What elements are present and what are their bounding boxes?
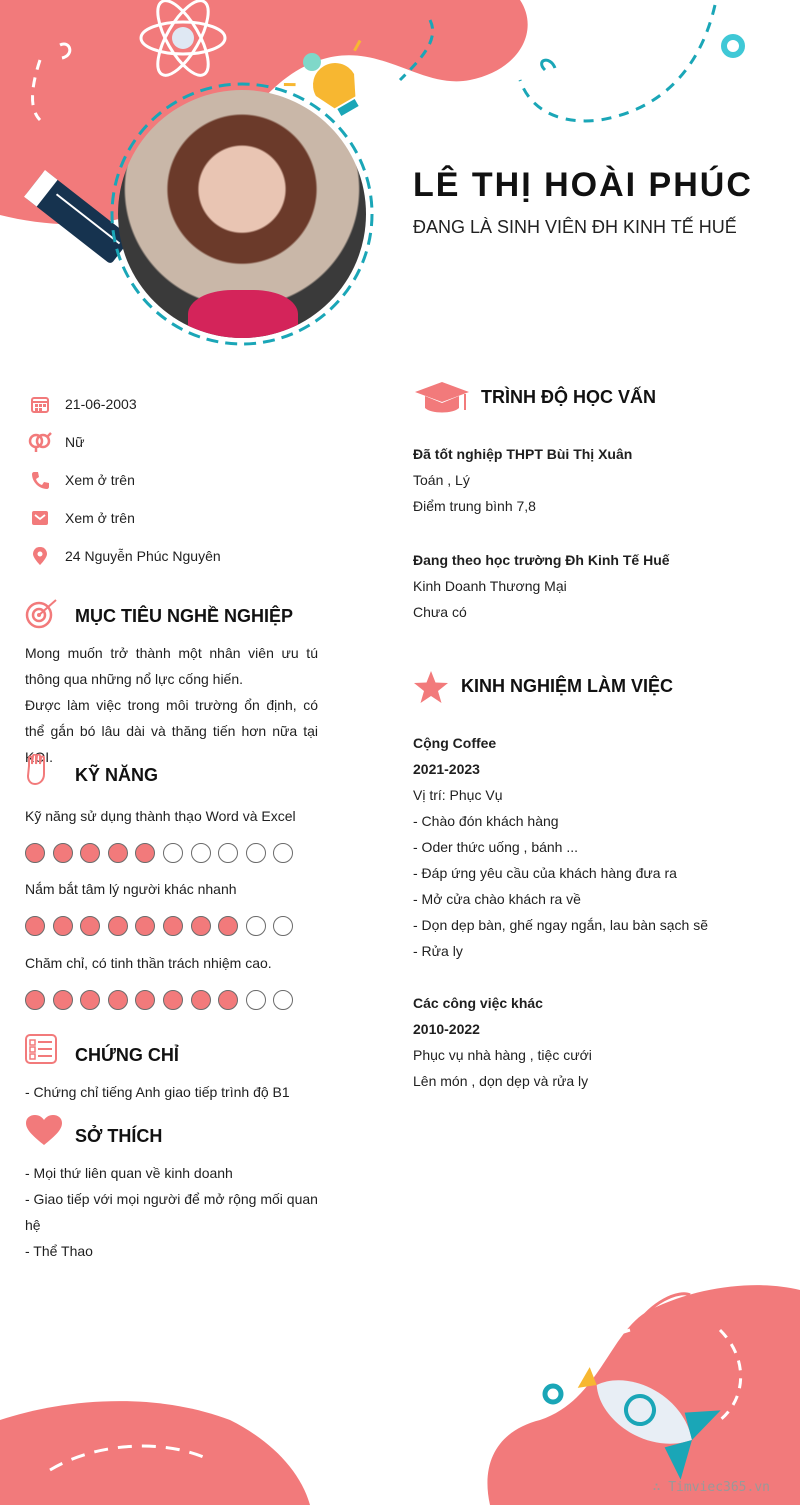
rating-dot-filled xyxy=(135,916,155,936)
hobbies-title: SỞ THÍCH xyxy=(75,1126,163,1146)
email-icon xyxy=(28,506,52,530)
experience-detail: - Chào đón khách hàng xyxy=(413,813,559,829)
rating-dot-filled xyxy=(191,916,211,936)
certificates-title: CHỨNG CHỈ xyxy=(75,1045,179,1065)
rating-dot-filled xyxy=(108,990,128,1010)
contact-value: 21-06-2003 xyxy=(65,396,137,412)
skill-label: Kỹ năng sử dụng thành thạo Word và Excel xyxy=(25,808,296,824)
education-entry xyxy=(413,547,773,625)
gender-icon xyxy=(28,430,52,454)
rating-dot-empty xyxy=(246,843,266,863)
hobby-item: - Giao tiếp với mọi người để mở rộng mối quan hệ xyxy=(25,1191,318,1233)
experience-detail: - Đáp ứng yêu cầu của khách hàng đưa ra xyxy=(413,865,677,881)
rating-dot-filled xyxy=(218,990,238,1010)
contact-value: Xem ở trên xyxy=(65,510,135,526)
rating-dot-filled xyxy=(53,916,73,936)
contact-gender xyxy=(28,423,328,461)
skill-rating xyxy=(25,843,293,863)
rating-dot-filled xyxy=(53,990,73,1010)
objective-text xyxy=(25,640,318,770)
objective-line: Mong muốn trở thành một nhân viên ưu tú thông qua những nổ lực cống hiến. xyxy=(25,645,318,687)
skill-rating xyxy=(25,916,293,936)
rating-dot-filled xyxy=(191,990,211,1010)
contact-value: Xem ở trên xyxy=(65,472,135,488)
contact-value: 24 Nguyễn Phúc Nguyên xyxy=(65,548,221,564)
rating-dot-filled xyxy=(25,990,45,1010)
rating-dot-empty xyxy=(273,990,293,1010)
contact-birthday xyxy=(28,385,328,423)
rating-dot-filled xyxy=(53,843,73,863)
objective-title: MỤC TIÊU NGHỀ NGHIỆP xyxy=(75,606,294,626)
experience-detail: Phục vụ nhà hàng , tiệc cưới xyxy=(413,1047,592,1063)
photo-dashed-ring xyxy=(108,80,376,348)
rating-dot-filled xyxy=(108,916,128,936)
skill-label: Chăm chỉ, có tinh thần trách nhiệm cao. xyxy=(25,955,272,971)
education-detail: Điểm trung bình 7,8 xyxy=(413,498,536,514)
rating-dot-empty xyxy=(163,843,183,863)
education-detail: Kinh Doanh Thương Mại xyxy=(413,578,567,594)
candidate-subtitle: ĐANG LÀ SINH VIÊN ĐH KINH TẾ HUẾ xyxy=(413,217,737,237)
experience-detail: Vị trí: Phục Vụ xyxy=(413,787,503,803)
experience-title: KINH NGHIỆM LÀM VIỆC xyxy=(461,676,674,696)
experience-detail: - Rửa ly xyxy=(413,943,463,959)
work-period: 2021-2023 xyxy=(413,761,480,777)
phone-icon xyxy=(28,468,52,492)
rating-dot-filled xyxy=(80,990,100,1010)
rating-dot-filled xyxy=(218,916,238,936)
graduation-cap-icon xyxy=(413,380,471,421)
contact-address xyxy=(28,537,328,575)
skill-rating xyxy=(25,990,293,1010)
hobby-item: - Thể Thao xyxy=(25,1243,93,1259)
hobbies-list xyxy=(25,1160,318,1264)
skills-title: KỸ NĂNG xyxy=(75,765,159,785)
work-period: 2010-2022 xyxy=(413,1021,480,1037)
rating-dot-filled xyxy=(25,843,45,863)
star-icon xyxy=(413,670,449,709)
profile-photo-frame xyxy=(108,80,376,348)
education-entry xyxy=(413,441,773,519)
hobby-item: - Mọi thứ liên quan về kinh doanh xyxy=(25,1165,233,1181)
experience-detail: - Oder thức uống , bánh ... xyxy=(413,839,579,855)
rating-dot-empty xyxy=(218,843,238,863)
rating-dot-empty xyxy=(273,843,293,863)
experience-entry xyxy=(413,990,773,1094)
certificate-item: - Chứng chỉ tiếng Anh giao tiếp trình độ B1 xyxy=(25,1084,290,1100)
rating-dot-empty xyxy=(246,990,266,1010)
experience-entry xyxy=(413,730,773,964)
rating-dot-empty xyxy=(191,843,211,863)
heart-icon xyxy=(25,1114,63,1151)
checklist-icon xyxy=(25,1034,57,1069)
candidate-name: LÊ THỊ HOÀI PHÚC xyxy=(413,166,753,204)
company-name: Cộng Coffee xyxy=(413,735,497,751)
experience-detail: Lên món , dọn dẹp và rửa ly xyxy=(413,1073,589,1089)
certificates-list xyxy=(25,1079,318,1105)
rating-dot-filled xyxy=(135,843,155,863)
location-pin-icon xyxy=(28,544,52,568)
watermark: ∴ Timviec365.vn xyxy=(652,1480,770,1495)
objective-line: Được làm việc trong môi trường ổn định, có thể gắn bó lâu dài và thăng tiến hơn nữa tại KOI. xyxy=(25,697,318,765)
education-detail: Chưa có xyxy=(413,604,467,620)
rating-dot-filled xyxy=(135,990,155,1010)
skill-label: Nắm bắt tâm lý người khác nhanh xyxy=(25,881,237,897)
rating-dot-filled xyxy=(108,843,128,863)
rating-dot-filled xyxy=(80,916,100,936)
contact-list xyxy=(28,385,328,575)
education-detail: Toán , Lý xyxy=(413,472,470,488)
school-name: Đang theo học trường Đh Kinh Tế Huế xyxy=(413,552,670,568)
contact-phone xyxy=(28,461,328,499)
rating-dot-filled xyxy=(163,916,183,936)
experience-detail: - Dọn dẹp bàn, ghế ngay ngắn, lau bàn sạch sẽ xyxy=(413,917,708,933)
raised-fist-icon xyxy=(25,754,49,791)
rating-dot-empty xyxy=(273,916,293,936)
rating-dot-filled xyxy=(163,990,183,1010)
rating-dot-empty xyxy=(246,916,266,936)
school-name: Đã tốt nghiệp THPT Bùi Thị Xuân xyxy=(413,446,633,462)
target-icon xyxy=(25,598,59,635)
rating-dot-filled xyxy=(25,916,45,936)
education-title: TRÌNH ĐỘ HỌC VẤN xyxy=(481,387,656,407)
contact-email xyxy=(28,499,328,537)
rating-dot-filled xyxy=(80,843,100,863)
company-name: Các công việc khác xyxy=(413,995,543,1011)
contact-value: Nữ xyxy=(65,434,85,450)
calendar-icon xyxy=(28,392,52,416)
experience-detail: - Mở cửa chào khách ra về xyxy=(413,891,581,907)
